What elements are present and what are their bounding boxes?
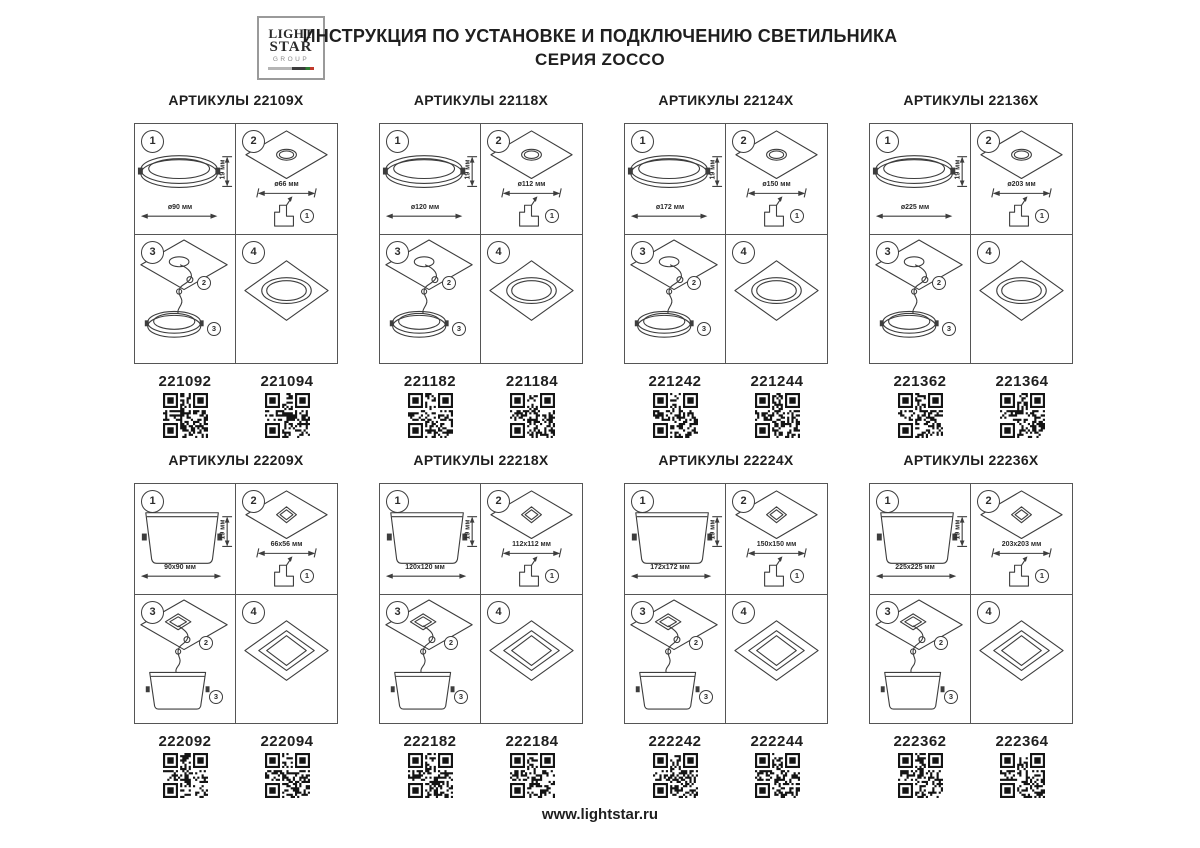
article-item (624, 373, 726, 438)
clip-icon (877, 534, 882, 541)
step-3-badge: 3 (386, 601, 409, 624)
step-1-badge: 1 (876, 490, 899, 513)
step-4-installed-view (481, 595, 582, 723)
product-panel (869, 452, 1073, 798)
cut-tool-icon (520, 565, 539, 586)
tool-ref-badge: 1 (790, 569, 804, 583)
article-item (481, 733, 583, 798)
article-item (379, 733, 481, 798)
step-2-ceiling-cutout (481, 124, 582, 235)
article-item (134, 373, 236, 438)
qr-code (755, 753, 800, 798)
product-panel (379, 452, 583, 798)
step-2-badge: 2 (732, 130, 755, 153)
clip-icon (696, 686, 700, 692)
tool-ref-badge: 1 (1035, 569, 1049, 583)
step-2-ceiling-cutout (481, 484, 582, 595)
article-item (624, 733, 726, 798)
qr-code (1000, 393, 1045, 438)
fixture-width-dimension: ø120 мм (410, 204, 440, 211)
installation-steps-grid (624, 483, 828, 724)
step-1-fixture-dimensions (380, 124, 481, 235)
step-1-fixture-dimensions (870, 484, 971, 595)
tool-ref-badge: 1 (1035, 209, 1049, 223)
article-code: 222182 (403, 733, 457, 750)
step-1-badge: 1 (141, 490, 164, 513)
step-3-wiring-connection (380, 595, 481, 723)
step-3-wiring-connection (870, 595, 971, 723)
step-4-installed-view (481, 235, 582, 363)
step-2-badge: 2 (977, 130, 1000, 153)
header (0, 24, 1200, 72)
step-4-badge: 4 (487, 241, 510, 264)
article-code: 222364 (995, 733, 1049, 750)
step-3-badge: 3 (631, 601, 654, 624)
tool-ref-badge: 1 (300, 569, 314, 583)
installation-steps-grid (134, 483, 338, 724)
step-3-badge: 3 (876, 601, 899, 624)
article-code: 222362 (893, 733, 947, 750)
article-item (236, 733, 338, 798)
qr-code (1000, 753, 1045, 798)
article-code: 221364 (995, 373, 1049, 390)
clip-icon (145, 320, 149, 326)
connector-ref-badge: 2 (442, 276, 456, 290)
article-code: 222242 (648, 733, 702, 750)
fixture-ref-badge: 3 (699, 690, 713, 704)
step-4-installed-view (971, 595, 1072, 723)
product-panel (624, 452, 828, 798)
product-panel (869, 92, 1073, 438)
clip-icon (935, 320, 939, 326)
step-4-installed-view (726, 235, 827, 363)
clip-icon (138, 168, 143, 175)
qr-code (898, 753, 943, 798)
clip-icon (880, 320, 884, 326)
connector-ref-badge: 2 (689, 636, 703, 650)
clip-icon (390, 320, 394, 326)
clip-icon (690, 320, 694, 326)
qr-code (265, 393, 310, 438)
step-3-wiring-connection (135, 235, 236, 363)
step-3-wiring-connection (870, 235, 971, 363)
step-2-ceiling-cutout (726, 484, 827, 595)
article-item (236, 373, 338, 438)
article-item (971, 733, 1073, 798)
step-4-badge: 4 (242, 241, 265, 264)
fixture-height-dimension: 19 мм (954, 519, 962, 540)
panels-row-1 (134, 92, 1073, 438)
step-2-badge: 2 (487, 490, 510, 513)
fixture-height-dimension: 19 мм (219, 159, 227, 180)
step-4-installed-view (971, 235, 1072, 363)
logo-text-light: LIGHT (268, 25, 314, 41)
connector-ref-badge: 2 (197, 276, 211, 290)
article-code: 222244 (750, 733, 804, 750)
clip-icon (628, 168, 633, 175)
step-1-badge: 1 (631, 490, 654, 513)
step-3-wiring-connection (625, 235, 726, 363)
step-1-badge: 1 (386, 490, 409, 513)
clip-icon (206, 686, 210, 692)
article-code: 221242 (648, 373, 702, 390)
articles (869, 373, 1073, 438)
clip-icon (635, 320, 639, 326)
qr-code (163, 753, 208, 798)
logo-text-group: GROUP (272, 55, 310, 63)
step-1-fixture-dimensions (135, 124, 236, 235)
fixture-height-dimension: 19 мм (464, 159, 472, 180)
fixture-ref-badge: 3 (452, 322, 466, 336)
cut-tool-icon (1010, 205, 1029, 226)
fixture-height-dimension: 19 мм (709, 519, 717, 540)
panel-title: АРТИКУЛЫ 22109X (168, 92, 304, 108)
tool-ref-badge: 1 (545, 209, 559, 223)
cutout-dimension: 150x150 мм (756, 541, 797, 548)
clip-icon (383, 168, 388, 175)
logo-text-star: STAR (269, 38, 313, 55)
step-2-ceiling-cutout (726, 124, 827, 235)
cutout-dimension: ø112 мм (517, 181, 546, 188)
cutout-dimension: 203x203 мм (1001, 541, 1042, 548)
step-2-ceiling-cutout (236, 124, 337, 235)
cut-tool-icon (520, 205, 539, 226)
clip-icon (636, 686, 640, 692)
step-2-badge: 2 (242, 130, 265, 153)
step-1-fixture-dimensions (625, 124, 726, 235)
fixture-ref-badge: 3 (942, 322, 956, 336)
step-2-badge: 2 (732, 490, 755, 513)
qr-code (510, 753, 555, 798)
step-4-installed-view (236, 595, 337, 723)
panel-title: АРТИКУЛЫ 22236X (903, 452, 1039, 468)
step-1-fixture-dimensions (870, 124, 971, 235)
connector-ref-badge: 2 (444, 636, 458, 650)
step-1-badge: 1 (386, 130, 409, 153)
article-item (971, 373, 1073, 438)
step-2-badge: 2 (487, 130, 510, 153)
fixture-width-dimension: ø225 мм (900, 204, 930, 211)
step-3-wiring-connection (625, 595, 726, 723)
step-1-badge: 1 (631, 130, 654, 153)
article-code: 222094 (260, 733, 314, 750)
fixture-ref-badge: 3 (697, 322, 711, 336)
step-3-badge: 3 (386, 241, 409, 264)
article-code: 221182 (403, 373, 457, 390)
fixture-ref-badge: 3 (207, 322, 221, 336)
step-3-wiring-connection (135, 595, 236, 723)
article-code: 222092 (158, 733, 212, 750)
installation-steps-grid (869, 123, 1073, 364)
articles (624, 733, 828, 798)
panel-title: АРТИКУЛЫ 22118X (413, 92, 549, 108)
page-subtitle: СЕРИЯ ZOCCO (535, 50, 665, 69)
connector-ref-badge: 2 (687, 276, 701, 290)
panel-title: АРТИКУЛЫ 22218X (413, 452, 549, 468)
step-3-badge: 3 (631, 241, 654, 264)
cut-tool-icon (765, 565, 784, 586)
step-2-ceiling-cutout (971, 484, 1072, 595)
website-url: www.lightstar.ru (541, 806, 659, 823)
qr-code (265, 753, 310, 798)
step-3-badge: 3 (876, 241, 899, 264)
installation-steps-grid (869, 483, 1073, 724)
step-1-fixture-dimensions (380, 484, 481, 595)
fixture-height-dimension: 19 мм (219, 519, 227, 540)
step-2-ceiling-cutout (236, 484, 337, 595)
qr-code (510, 393, 555, 438)
cut-tool-icon (765, 205, 784, 226)
qr-code (898, 393, 943, 438)
fixture-ref-badge: 3 (944, 690, 958, 704)
fixture-width-dimension: ø172 мм (655, 204, 685, 211)
connector-ref-badge: 2 (932, 276, 946, 290)
fixture-height-dimension: 19 мм (954, 159, 962, 180)
step-3-badge: 3 (141, 241, 164, 264)
step-1-badge: 1 (141, 130, 164, 153)
clip-icon (445, 320, 449, 326)
cutout-dimension: 66x56 мм (270, 541, 303, 548)
clip-icon (387, 534, 392, 541)
clip-icon (632, 534, 637, 541)
articles (869, 733, 1073, 798)
step-1-fixture-dimensions (135, 484, 236, 595)
panel-title: АРТИКУЛЫ 22224X (658, 452, 794, 468)
clip-icon (873, 168, 878, 175)
fixture-ref-badge: 3 (454, 690, 468, 704)
clip-icon (391, 686, 395, 692)
fixture-width-dimension: 172x172 мм (650, 564, 690, 571)
article-item (869, 733, 971, 798)
articles (624, 373, 828, 438)
article-code: 221244 (750, 373, 804, 390)
clip-icon (146, 686, 150, 692)
cutout-dimension: ø66 мм (274, 181, 299, 188)
installation-steps-grid (624, 123, 828, 364)
qr-code (653, 393, 698, 438)
article-code: 222184 (505, 733, 559, 750)
articles (134, 373, 338, 438)
qr-code (163, 393, 208, 438)
fixture-width-dimension: ø90 мм (167, 204, 193, 211)
step-4-badge: 4 (242, 601, 265, 624)
step-4-badge: 4 (977, 601, 1000, 624)
clip-icon (200, 320, 204, 326)
article-item (726, 733, 828, 798)
panel-title: АРТИКУЛЫ 22136X (903, 92, 1039, 108)
qr-code (653, 753, 698, 798)
clip-icon (881, 686, 885, 692)
clip-icon (451, 686, 455, 692)
article-item (134, 733, 236, 798)
step-3-wiring-connection (380, 235, 481, 363)
step-4-badge: 4 (977, 241, 1000, 264)
fixture-width-dimension: 90x90 мм (164, 564, 196, 571)
product-panel (624, 92, 828, 438)
installation-steps-grid (379, 483, 583, 724)
step-4-installed-view (726, 595, 827, 723)
cut-tool-icon (275, 565, 294, 586)
step-4-badge: 4 (487, 601, 510, 624)
step-2-ceiling-cutout (971, 124, 1072, 235)
product-panel (134, 452, 338, 798)
article-code: 221184 (505, 373, 559, 390)
step-1-badge: 1 (876, 130, 899, 153)
tool-ref-badge: 1 (300, 209, 314, 223)
qr-code (755, 393, 800, 438)
step-4-installed-view (236, 235, 337, 363)
clip-icon (941, 686, 945, 692)
step-3-badge: 3 (141, 601, 164, 624)
panel-title: АРТИКУЛЫ 22124X (658, 92, 794, 108)
article-item (481, 373, 583, 438)
step-4-badge: 4 (732, 601, 755, 624)
step-1-fixture-dimensions (625, 484, 726, 595)
article-code: 221092 (158, 373, 212, 390)
cutout-dimension: 112x112 мм (512, 541, 551, 548)
articles (379, 733, 583, 798)
fixture-height-dimension: 19 мм (464, 519, 472, 540)
articles (379, 373, 583, 438)
step-2-badge: 2 (977, 490, 1000, 513)
step-4-badge: 4 (732, 241, 755, 264)
tool-ref-badge: 1 (545, 569, 559, 583)
cutout-dimension: ø150 мм (762, 181, 791, 188)
page-title: ИНСТРУКЦИЯ ПО УСТАНОВКЕ И ПОДКЛЮЧЕНИЮ СВЕТИЛЬНИКА (302, 26, 898, 46)
fixture-ref-badge: 3 (209, 690, 223, 704)
qr-code (408, 393, 453, 438)
installation-steps-grid (134, 123, 338, 364)
cut-tool-icon (1010, 565, 1029, 586)
fixture-width-dimension: 225x225 мм (895, 564, 935, 571)
fixture-height-dimension: 19 мм (709, 159, 717, 180)
installation-steps-grid (379, 123, 583, 364)
article-code: 221362 (893, 373, 947, 390)
article-item (379, 373, 481, 438)
article-item (726, 373, 828, 438)
product-panel (134, 92, 338, 438)
panels-row-2 (134, 452, 1073, 798)
cutout-dimension: ø203 мм (1007, 181, 1036, 188)
article-item (869, 373, 971, 438)
clip-icon (142, 534, 147, 541)
connector-ref-badge: 2 (199, 636, 213, 650)
step-2-badge: 2 (242, 490, 265, 513)
article-code: 221094 (260, 373, 314, 390)
footer (0, 806, 1200, 824)
qr-code (408, 753, 453, 798)
articles (134, 733, 338, 798)
cut-tool-icon (275, 205, 294, 226)
panel-title: АРТИКУЛЫ 22209X (168, 452, 304, 468)
connector-ref-badge: 2 (934, 636, 948, 650)
product-panel (379, 92, 583, 438)
fixture-width-dimension: 120x120 мм (405, 564, 445, 571)
tool-ref-badge: 1 (790, 209, 804, 223)
